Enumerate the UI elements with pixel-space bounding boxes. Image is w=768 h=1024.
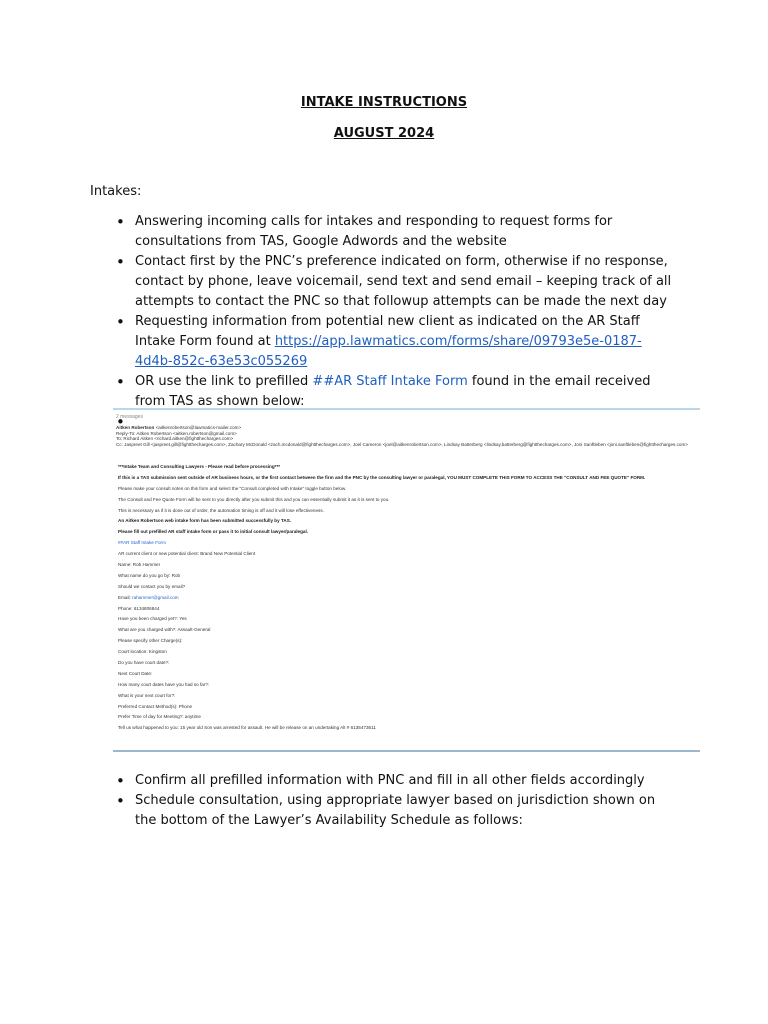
list-item: • Requesting information from potential new client as indicated on the AR Staff Intake Form found at https://app.lawmatics.com/forms/share/09793e5e-0187-4d4b-852c-63e53c055269 bbox=[116, 312, 676, 372]
email-line: Please specify other Charge(s): bbox=[118, 638, 183, 644]
list-item: • Contact first by the PNC’s preference indicated on form, otherwise if no response, contact by phone, leave voicemail, send text and send email – keeping track of all attempts to contact the PNC so that followup attempts can be made the next day bbox=[116, 252, 676, 312]
to-line: To: Richard Aitken <richard.aitken@fightthecharges.com> bbox=[116, 436, 234, 441]
email-link[interactable]: ##AR Staff Intake Form bbox=[118, 540, 166, 546]
email-link[interactable]: rahammer@gmail.com bbox=[132, 594, 179, 600]
email-line: This is necessary as if it is done out of order, the automation timing is off and it will lose effectiveness. bbox=[118, 507, 324, 513]
email-line: Phone: 6134806844 bbox=[118, 605, 160, 611]
email-line: Please fill out prefilled AR staff intake form or pass it to initial consult lawyer/paralegal. bbox=[118, 529, 309, 535]
email-line: How many court dates have you had so far?: bbox=[118, 681, 210, 687]
email-line: If this is a TAS submission sent outside of AR business hours, or the first contact between the firm and the PNC by the consulting lawyer or paralegal, YOU MUST COMPLETE THIS FORM TO ACCESS THE "CONSULT AND FEE QUOTE" FORM. bbox=[118, 474, 646, 480]
document-title: INTAKE INSTRUCTIONS bbox=[300, 95, 468, 110]
email-line: Prefer Time of day for Meeting?: anytime bbox=[118, 714, 201, 720]
email-line: Should we contact you by email? bbox=[118, 583, 186, 589]
email-line: Email: rahammer@gmail.com bbox=[118, 594, 179, 600]
email-body bbox=[118, 464, 698, 736]
email-line: What is your next court for?: bbox=[118, 692, 176, 698]
list-item: • OR use the link to prefilled ##AR Staff Intake Form found in the email received from TAS as shown below: bbox=[116, 372, 676, 412]
email-line: Name: Rob Hammer bbox=[118, 562, 161, 568]
email-line: Have you been charged yet?: Yes bbox=[118, 616, 187, 622]
sender-email: <aitkenrobertson@lawmatics-mailer.com> bbox=[155, 425, 242, 430]
email-line: Please make your consult notes on this form and select the "Consult completed with Intake" toggle button below. bbox=[118, 485, 347, 491]
intake-form-link[interactable]: https://app.lawmatics.com/forms/share/09793e5e-0187-4d4b-852c-63e53c055269 bbox=[135, 334, 642, 369]
email-line: What name do you go by: Rob bbox=[118, 572, 181, 578]
list-item: • Schedule consultation, using appropriate lawyer based on jurisdiction shown on the bottom of the Lawyer’s Availability Schedule as follows: bbox=[116, 791, 676, 831]
reply-to: Reply-To: Aitken Robertson <aitken.robertson@gmail.com> bbox=[116, 430, 237, 436]
email-line: An Aitken Robertson web intake form has been submitted successfully by TAS. bbox=[118, 518, 292, 524]
email-line: Preferred Contact Method(s): Phone bbox=[118, 703, 193, 709]
email-line: AR current client or new potential client: Brand New Potential Client bbox=[118, 551, 256, 557]
list-item: • Confirm all prefilled information with PNC and fill in all other fields accordingly bbox=[116, 771, 676, 791]
prefilled-form-link[interactable]: ##AR Staff Intake Form bbox=[312, 374, 468, 389]
document-date: AUGUST 2024 bbox=[333, 126, 435, 141]
followup-steps-list bbox=[116, 771, 676, 831]
list-item: • Answering incoming calls for intakes and responding to request forms for consultations from TAS, Google Adwords and the website bbox=[116, 212, 676, 252]
intakes-label: Intakes: bbox=[90, 184, 142, 199]
cc-line: Cc: Jaspreet Gill <jaspreet.gill@fightthecharges.com>, Zachary McDonald <zach.mcdonald@fightthecharges.com>, Joel Cameron <joel@aitkenrobertson.com>, Lindsay Batterberg <lindsay.batterberg@fightthecharges.com>, Joni Sanftleben <joni.sanftleben@fightthecharges.com> bbox=[116, 441, 688, 447]
email-line: Do you have court date?: bbox=[118, 660, 170, 666]
email-line: ***Intake Team and Consulting Lawyers - Please read before processing*** bbox=[118, 464, 281, 469]
email-screenshot bbox=[113, 408, 700, 752]
email-line: The Consult and Fee Quote Form will be sent to you directly after you submit this and you can essentially submit it as it is sent to you. bbox=[118, 496, 390, 502]
email-line: What are you charged with?: Assault-General bbox=[118, 627, 211, 633]
message-count: 2 messages bbox=[116, 414, 143, 420]
sender-name: Aitken Robertson bbox=[116, 425, 155, 430]
email-line: Tell us what happened to you: 15 year old Son was arrested for assault. He will be release on an undertaking Alt # 6135473611 bbox=[118, 725, 376, 731]
email-line: Next Court Date: bbox=[118, 670, 153, 676]
intake-steps-list bbox=[116, 212, 676, 432]
email-header bbox=[116, 425, 700, 447]
email-line: Court location: Kingston bbox=[118, 649, 167, 655]
email-line bbox=[118, 540, 698, 551]
